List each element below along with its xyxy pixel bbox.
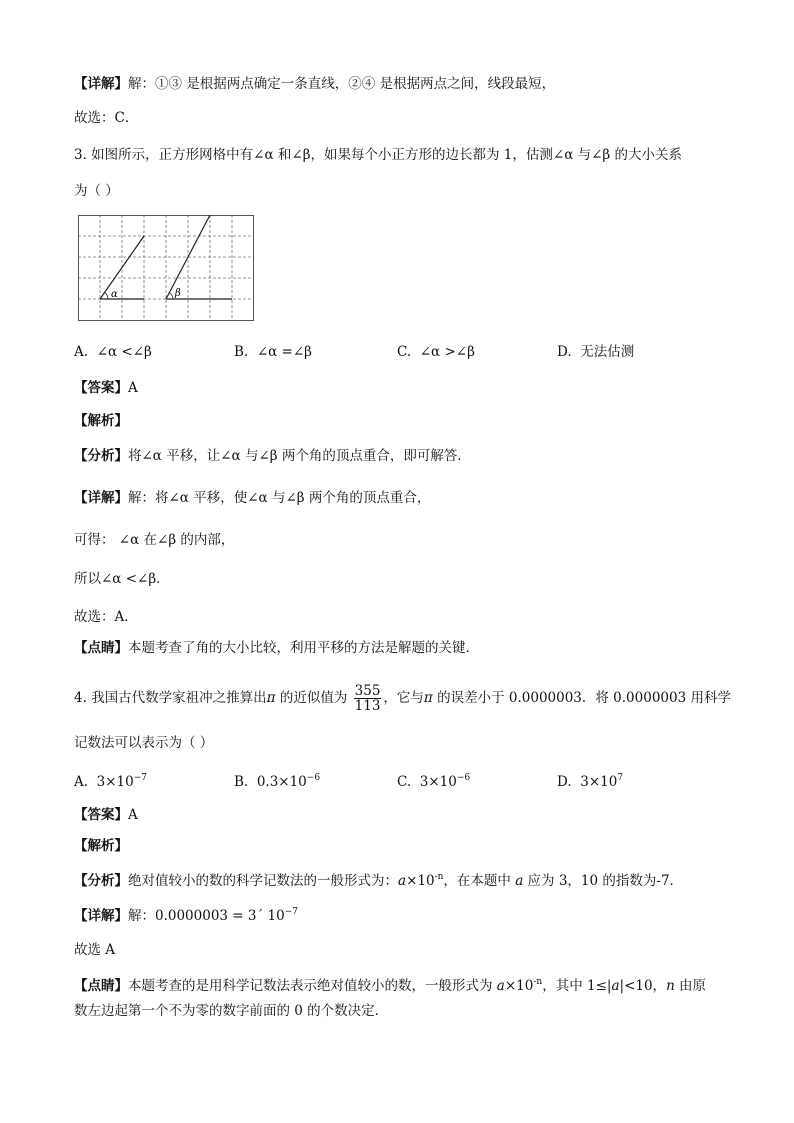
q4-stem-line1 xyxy=(74,678,731,718)
q4-fenxi-label: 【分析】 xyxy=(74,873,128,889)
q4-fenxi-part3: ，在本题中 xyxy=(443,873,516,889)
q3-xiangjie-text: 解：将∠α 平移，使∠α 与∠β 两个角的顶点重合， xyxy=(128,490,431,506)
detail-text: 解：①③ 是根据两点确定一条直线，②④ 是根据两点之间，线段最短， xyxy=(128,76,556,92)
q4-option-b-letter: B. xyxy=(234,774,249,790)
alpha-label: α xyxy=(111,289,118,300)
q3-dianjing-line xyxy=(74,638,479,658)
q4-stem-part4: 的误差小于 0.0000003．将 0.0000003 用科学 xyxy=(432,690,731,706)
q3-option-a-text: ∠α <∠β xyxy=(96,344,152,360)
q3-kede-line: 可得： ∠α 在∠β 的内部， xyxy=(74,532,235,548)
q4-fenxi-part4: 应为 3，10 的指数为-7． xyxy=(523,873,684,889)
q4-option-b-base: 0.3×10 xyxy=(256,774,307,790)
q4-pi-1: π xyxy=(266,690,276,706)
q4-dianjing-a2: a xyxy=(611,978,620,994)
q4-option-a-exp: −7 xyxy=(133,773,148,783)
q4-stem-line2: 记数法可以表示为（ ） xyxy=(74,735,214,751)
q4-dianjing-line1 xyxy=(74,972,706,996)
q4-answer: A xyxy=(128,807,138,823)
q4-xiangjie-exp: −7 xyxy=(284,907,298,917)
q3-option-b-text: ∠α =∠β xyxy=(256,344,312,360)
q3-xiangjie-label: 【详解】 xyxy=(74,490,128,506)
q3-answer-line xyxy=(74,378,138,398)
q3-dianjing-label: 【点睛】 xyxy=(74,640,128,656)
q4-answer-label: 【答案】 xyxy=(74,807,128,823)
q4-option-d[interactable] xyxy=(557,768,623,792)
q4-frac-den: 113 xyxy=(354,698,381,714)
q3-analysis-line xyxy=(74,411,128,431)
q3-choose-line: 故选：A． xyxy=(74,609,138,625)
q3-answer: A xyxy=(128,380,138,396)
beta-label: β xyxy=(175,288,181,299)
q4-analysis-label: 【解析】 xyxy=(74,838,128,854)
q4-option-a-letter: A. xyxy=(74,774,89,790)
q4-fenxi-a2: a xyxy=(515,873,524,889)
q4-option-d-exp: 7 xyxy=(617,773,624,783)
q4-option-a-base: 3×10 xyxy=(96,774,134,790)
q4-answer-line xyxy=(74,805,138,825)
q3-grid-figure xyxy=(78,215,256,325)
q4-fraction xyxy=(354,684,382,713)
detail-label: 【详解】 xyxy=(74,76,128,92)
q4-choose-line: 故选 A xyxy=(74,942,116,958)
q4-dianjing-part4: |<10， xyxy=(619,978,667,994)
q4-dianjing-part3: ，其中 1≤| xyxy=(542,978,612,994)
q3-option-c-text: ∠α >∠β xyxy=(419,344,475,360)
q3-option-a-letter: A. xyxy=(74,344,89,360)
q3-fenxi-label: 【分析】 xyxy=(74,448,128,464)
q4-fenxi-exp: -n xyxy=(434,872,444,882)
q4-xiangjie-part1: 解：0.0000003 = 3´ 10 xyxy=(128,908,285,924)
q4-xiangjie-line xyxy=(74,902,298,926)
q3-analysis-label: 【解析】 xyxy=(74,413,128,429)
q4-stem-part2: 的近似值为 xyxy=(275,690,348,706)
q4-fenxi-a: a xyxy=(398,873,407,889)
q4-frac-num: 355 xyxy=(354,683,381,699)
q4-option-c[interactable] xyxy=(397,768,470,792)
prev-detail-line xyxy=(74,74,555,94)
q3-option-b[interactable] xyxy=(234,342,312,362)
q3-fenxi-text: 将∠α 平移，让∠α 与∠β 两个角的顶点重合，即可解答． xyxy=(128,448,471,464)
q3-stem-line1: 3. 如图所示，正方形网格中有∠α 和∠β，如果每个小正方形的边长都为 1，估测∠α 与∠β 的大小关系 xyxy=(74,147,683,163)
q4-dianjing-part5: 由原 xyxy=(674,978,707,994)
q3-option-d[interactable] xyxy=(557,342,634,362)
q3-fenxi-line xyxy=(74,446,471,466)
q4-dianjing-exp: -n xyxy=(533,977,543,987)
q3-option-a[interactable] xyxy=(74,342,152,362)
q4-stem-part1: 4. 我国古代数学家祖冲之推算出 xyxy=(74,690,267,706)
q4-dianjing-label: 【点睛】 xyxy=(74,978,128,994)
q4-option-a[interactable] xyxy=(74,768,147,792)
q3-dianjing-text: 本题考查了角的大小比较，利用平移的方法是解题的关键． xyxy=(128,640,479,656)
q4-fenxi-part2: ×10 xyxy=(406,873,435,889)
q4-pi-2: π xyxy=(423,690,433,706)
q3-stem-line2: 为（ ） xyxy=(74,183,119,199)
prev-choose-line: 故选：C． xyxy=(74,110,139,126)
q3-option-d-letter: D. xyxy=(557,344,572,360)
q4-option-b[interactable] xyxy=(234,768,320,792)
q4-stem-part3: ，它与 xyxy=(383,690,424,706)
q4-analysis-line xyxy=(74,836,128,856)
q3-option-b-letter: B. xyxy=(234,344,249,360)
q4-option-c-exp: −6 xyxy=(456,773,471,783)
q4-xiangjie-label: 【详解】 xyxy=(74,908,128,924)
q4-option-b-exp: −6 xyxy=(306,773,321,783)
q4-option-c-base: 3×10 xyxy=(419,774,457,790)
q3-option-d-text: 无法估测 xyxy=(580,344,635,360)
q3-xiangjie-line xyxy=(74,488,430,508)
q3-option-c-letter: C. xyxy=(397,344,412,360)
q4-option-d-letter: D. xyxy=(557,774,572,790)
q3-option-c[interactable] xyxy=(397,342,475,362)
q4-option-c-letter: C. xyxy=(397,774,412,790)
q4-dianjing-a: a xyxy=(496,978,505,994)
q4-dianjing-part2: ×10 xyxy=(504,978,534,994)
q4-option-d-base: 3×10 xyxy=(580,774,618,790)
q4-dianjing-line2: 数左边起第一个不为零的数字前面的 0 的个数决定． xyxy=(74,1003,389,1019)
q3-answer-label: 【答案】 xyxy=(74,380,128,396)
q4-dianjing-n: n xyxy=(666,978,675,994)
q3-suoyi-line: 所以∠α <∠β． xyxy=(74,571,170,587)
q4-fenxi-part1: 绝对值较小的数的科学记数法的一般形式为： xyxy=(128,873,398,889)
q4-dianjing-part1: 本题考查的是用科学记数法表示绝对值较小的数，一般形式为 xyxy=(128,978,497,994)
q4-fenxi-line xyxy=(74,867,683,891)
